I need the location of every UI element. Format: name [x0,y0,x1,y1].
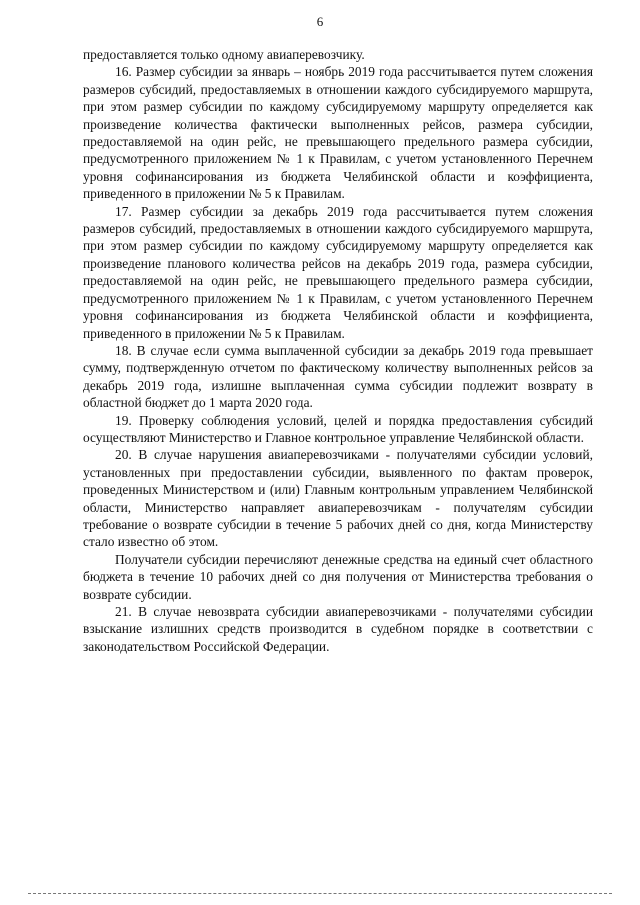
paragraph-continuation: предоставляется только одному авиаперевозчику. [83,47,365,62]
page-number: 6 [316,14,324,29]
paragraph-19: 19. Проверку соблюдения условий, целей и порядка предоставления субсидий осуществляют Министерство и Главное контрольное управление Челябинской области. [83,412,593,445]
paragraph-20-continuation: Получатели субсидии перечисляют денежные средства на единый счет областного бюджета в течение 10 рабочих дней со дня получения от Министерства требования о возврате субсидии. [83,551,593,602]
paragraph-17: 17. Размер субсидии за декабрь 2019 года рассчитывается путем сложения размеров субсидий, предоставляемых в отношении каждого субсидируемого маршрута, при этом размер субсидии по каждому субсидируемому маршруту определяется как произведение планового количества рейсов на декабрь 2019 года, размера субсидии, предоставляемой на один рейс, не превышающего предельного размера субсидии, предусмотренного приложением № 1 к Правилам, с учетом установленного Перечнем уровня софинансирования из бюджета Челябинской области и коэффициента, приведенного в приложении № 5 к Правилам. [83,203,593,341]
paragraph-18: 18. В случае если сумма выплаченной субсидии за декабрь 2019 года превышает сумму, подтвержденную отчетом по фактическому количеству выполненных рейсов за декабрь 2019 года, излишне выплаченная сумма субсидии подлежит возврату в областной бюджет до 1 марта 2020 года. [83,342,593,411]
footer-divider [28,893,612,894]
document-body [83,46,593,655]
paragraph-16: 16. Размер субсидии за январь – ноябрь 2019 года рассчитывается путем сложения размеров субсидий, предоставляемых в отношении каждого субсидируемого маршрута, при этом размер субсидии по каждому субсидируемому маршруту определяется как произведение количества фактически выполненных рейсов, размера субсидии, предоставляемой на один рейс, не превышающего предельного размера субсидии, предусмотренного приложением № 1 к Правилам, с учетом установленного Перечнем уровня софинансирования из бюджета Челябинской области и коэффициента, приведенного в приложении № 5 к Правилам. [83,64,593,202]
paragraph-20: 20. В случае нарушения авиаперевозчиками - получателями субсидии условий, установленных при предоставлении субсидии, выявленного по фактам проверок, проведенных Министерством и (или) Главным контрольным управлением Челябинской области, Министерство направляет авиаперевозчикам - получателям субсидии требование о возврате субсидии в течение 5 рабочих дней со дня, когда Министерству стало известно об этом. [83,447,593,550]
paragraph-21: 21. В случае невозврата субсидии авиаперевозчиками - получателями субсидии взыскание излишних средств производится в судебном порядке в соответствии с законодательством Российской Федерации. [83,604,593,654]
